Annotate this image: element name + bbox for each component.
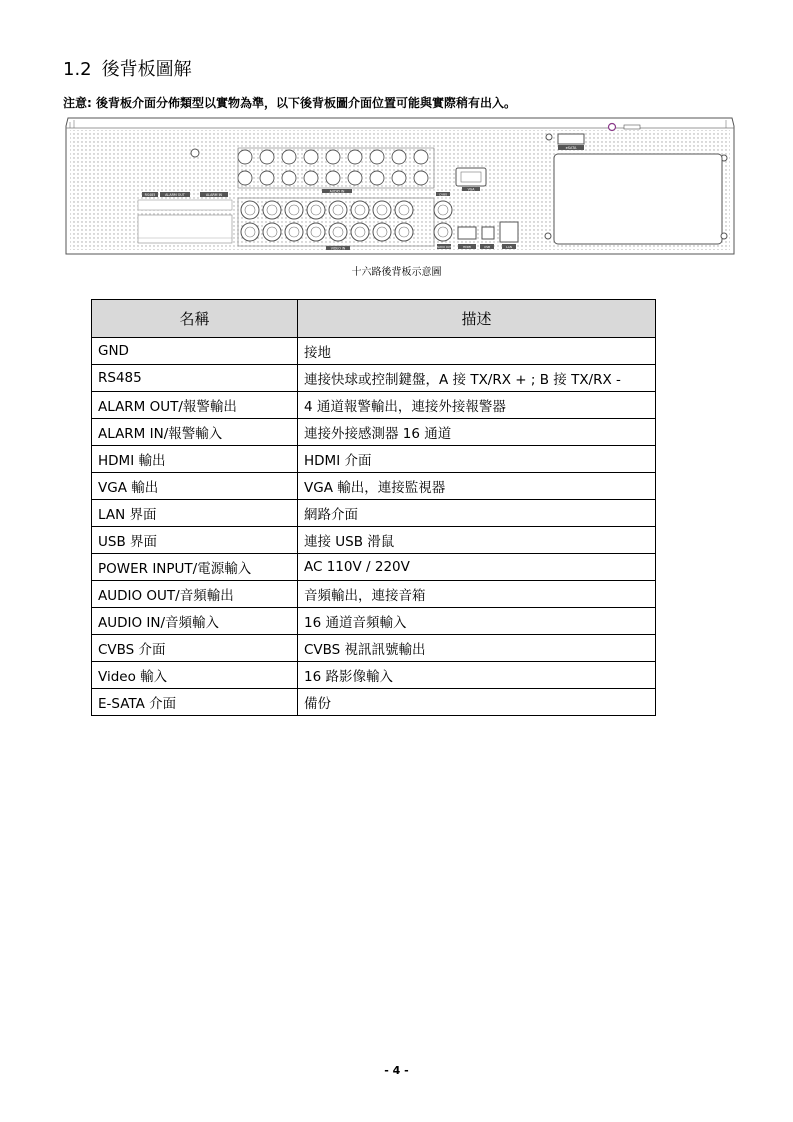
cell-description: 接地 (298, 338, 656, 365)
cell-name: GND (92, 338, 298, 365)
diagram-caption: 十六路後背板示意圖 (351, 267, 442, 278)
cell-name: RS485 (92, 365, 298, 392)
cell-name: Video 輸入 (92, 662, 298, 689)
hdmi-label: HDMI (462, 245, 472, 249)
table-row (92, 365, 656, 392)
table-row (92, 689, 656, 716)
table-row (92, 500, 656, 527)
table-header-row (92, 300, 656, 338)
cell-description: AC 110V / 220V (298, 554, 656, 581)
cell-description: 備份 (298, 689, 656, 716)
interface-table (91, 299, 656, 716)
cell-description: 4 通道報警輸出，連接外接報警器 (298, 392, 656, 419)
cell-name: CVBS 介面 (92, 635, 298, 662)
cell-name: E-SATA 介面 (92, 689, 298, 716)
cell-description: 連接快球或控制鍵盤，A 接 TX/RX + ; B 接 TX/RX - (298, 365, 656, 392)
table-row (92, 338, 656, 365)
alarm-out-label: ALARM OUT (165, 193, 185, 197)
video-in-label: VIDEO IN (330, 246, 346, 251)
cell-name: VGA 輸出 (92, 473, 298, 500)
cell-description: CVBS 視訊訊號輸出 (298, 635, 656, 662)
cell-name: AUDIO OUT/音頻輸出 (92, 581, 298, 608)
header-name: 名稱 (92, 300, 298, 338)
cell-description: 網路介面 (298, 500, 656, 527)
table-row (92, 527, 656, 554)
cell-name: HDMI 輸出 (92, 446, 298, 473)
table-row (92, 662, 656, 689)
table-row (92, 608, 656, 635)
rs485-label: RS485 (144, 193, 156, 197)
cell-name: ALARM IN/報警輸入 (92, 419, 298, 446)
table-row (92, 446, 656, 473)
note-text: 注意: 後背板介面分佈類型以實物為準，以下後背板圖介面位置可能與實際稍有出入。 (63, 96, 516, 110)
audio-in-label: AUDIO IN (329, 189, 345, 194)
cvbs-label: CVBS (438, 192, 448, 197)
vga-label: VGA (467, 187, 475, 192)
cell-name: AUDIO IN/音頻輸入 (92, 608, 298, 635)
cell-description: 16 路影像輸入 (298, 662, 656, 689)
audio-out-label: AUDIO OUT (436, 246, 452, 249)
cell-name: LAN 界面 (92, 500, 298, 527)
cell-description: VGA 輸出，連接監視器 (298, 473, 656, 500)
table-row (92, 392, 656, 419)
header-description: 描述 (298, 300, 656, 338)
rear-panel-diagram (64, 116, 736, 256)
cell-name: USB 界面 (92, 527, 298, 554)
cell-description: 連接外接感測器 16 通道 (298, 419, 656, 446)
section-heading (63, 55, 192, 81)
cell-name: POWER INPUT/電源輸入 (92, 554, 298, 581)
table-row (92, 473, 656, 500)
table-row (92, 554, 656, 581)
esata-label: eSATA (565, 146, 577, 150)
cell-description: 連接 USB 滑鼠 (298, 527, 656, 554)
cell-description: HDMI 介面 (298, 446, 656, 473)
cell-description: 音頻輸出，連接音箱 (298, 581, 656, 608)
page-number: - 4 - (384, 1064, 409, 1077)
section-title: 後背板圖解 (101, 59, 192, 80)
alarm-in-label: ALARM IN (205, 193, 223, 197)
lan-label: LAN (505, 245, 513, 249)
usb-label: USB (483, 245, 491, 249)
table-row (92, 581, 656, 608)
section-number: 1.2 (63, 59, 92, 80)
cell-name: ALARM OUT/報警輸出 (92, 392, 298, 419)
table-row (92, 419, 656, 446)
cell-description: 16 通道音頻輸入 (298, 608, 656, 635)
table-row (92, 635, 656, 662)
